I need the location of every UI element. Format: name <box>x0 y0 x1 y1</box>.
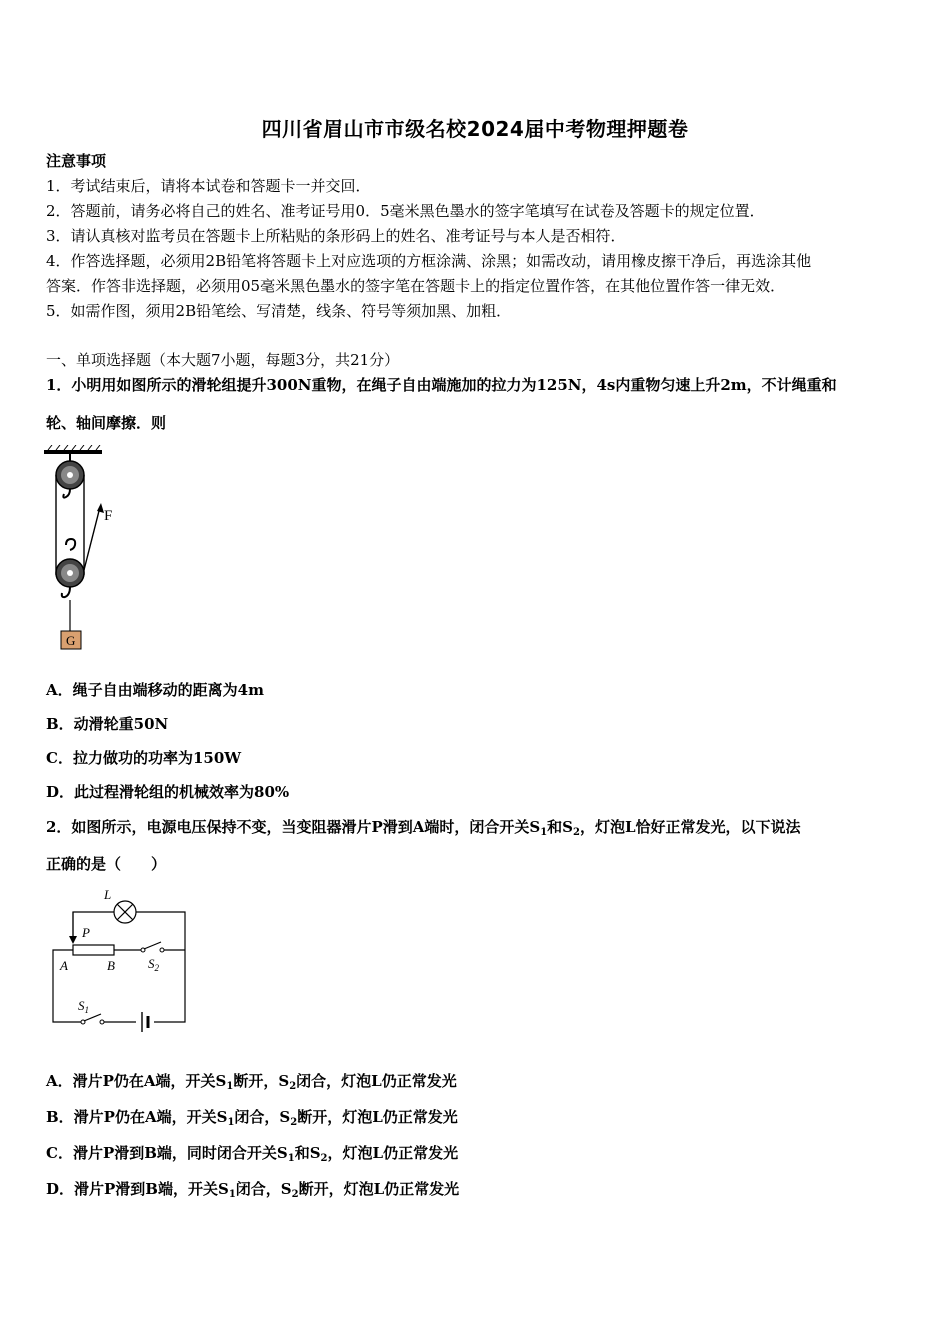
q1-option-d: D．此过程滑轮组的机械效率为80% <box>46 783 290 801</box>
movable-pulley-icon <box>56 539 84 597</box>
battery-icon <box>142 1012 148 1032</box>
q1-stem-line1: 1．小明用如图所示的滑轮组提升300N重物，在绳子自由端施加的拉力为125N，4s内重物匀速上升2m，不计绳重和 <box>46 376 837 394</box>
q2-stem-line1: 2．如图所示，电源电压保持不变，当变阻器滑片P滑到A端时，闭合开关$S_1$和$S_2$，灯泡L恰好正常发光，以下说法 <box>46 818 801 838</box>
q2-option-b: B．滑片P仍在A端，开关$S_1$闭合，$S_2$断开，灯泡L仍正常发光 <box>46 1108 458 1128</box>
notice-item-2: 2．答题前，请务必将自己的姓名、准考证号用0．5毫米黑色墨水的签字笔填写在试卷及答题卡的规定位置． <box>46 202 765 220</box>
rope-icon <box>56 475 84 635</box>
q1-stem-line2: 轮、轴间摩擦．则 <box>46 414 167 432</box>
page-title: 四川省眉山市市级名校2024届中考物理押题卷 <box>261 117 689 141</box>
switch1-label: $S_1$ <box>78 998 89 1015</box>
notice-item-4-cont: 答案．作答非选择题，必须用05毫米黑色墨水的签字笔在答题卡上的指定位置作答，在其他位置作答一律无效． <box>46 277 786 295</box>
q1-option-c: C．拉力做功的功率为150W <box>46 749 242 767</box>
switch-s1-icon <box>81 1014 104 1024</box>
force-label: F <box>104 508 113 524</box>
slider-label: P <box>82 925 90 940</box>
q1-option-b: B．动滑轮重50N <box>46 715 169 733</box>
notice-item-1: 1．考试结束后，请将本试卷和答题卡一并交回． <box>46 177 371 195</box>
notice-item-4: 4．作答选择题，必须用2B铅笔将答题卡上对应选项的方框涂满、涂黑；如需改动，请用橡皮擦干净后，再选涂其他 <box>46 252 812 270</box>
section-heading: 一、单项选择题（本大题7小题，每题3分，共21分） <box>46 351 400 369</box>
end-b-label: B <box>107 958 115 973</box>
weight-label: G <box>66 633 76 648</box>
fixed-pulley-icon <box>56 454 84 498</box>
rheostat-icon <box>73 945 114 955</box>
free-end-rope-arrow-icon <box>84 503 104 570</box>
ceiling-icon <box>44 445 102 454</box>
slider-arrow-icon <box>69 912 77 944</box>
switch-s2-icon <box>141 942 164 952</box>
end-a-label: A <box>60 958 68 973</box>
lamp-icon <box>114 901 136 923</box>
q2-option-c: C．滑片P滑到B端，同时闭合开关$S_1$和$S_2$，灯泡L仍正常发光 <box>46 1144 459 1164</box>
circuit-figure <box>44 884 194 1032</box>
q1-option-a: A．绳子自由端移动的距离为4m <box>46 681 264 699</box>
pulley-figure <box>40 445 130 655</box>
lamp-label: L <box>104 887 112 902</box>
notice-heading: 注意事项 <box>46 152 107 170</box>
q2-stem-line2: 正确的是（ ） <box>46 855 167 873</box>
q2-option-d: D．滑片P滑到B端，开关$S_1$闭合，$S_2$断开，灯泡L仍正常发光 <box>46 1180 460 1200</box>
notice-item-3: 3．请认真核对监考员在答题卡上所粘贴的条形码上的姓名、准考证号与本人是否相符． <box>46 227 626 245</box>
notice-item-5: 5．如需作图，须用2B铅笔绘、写清楚，线条、符号等须加黑、加粗． <box>46 302 512 320</box>
q2-option-a: A．滑片P仍在A端，开关$S_1$断开，$S_2$闭合，灯泡L仍正常发光 <box>46 1072 457 1092</box>
switch2-label: $S_2$ <box>148 956 159 973</box>
